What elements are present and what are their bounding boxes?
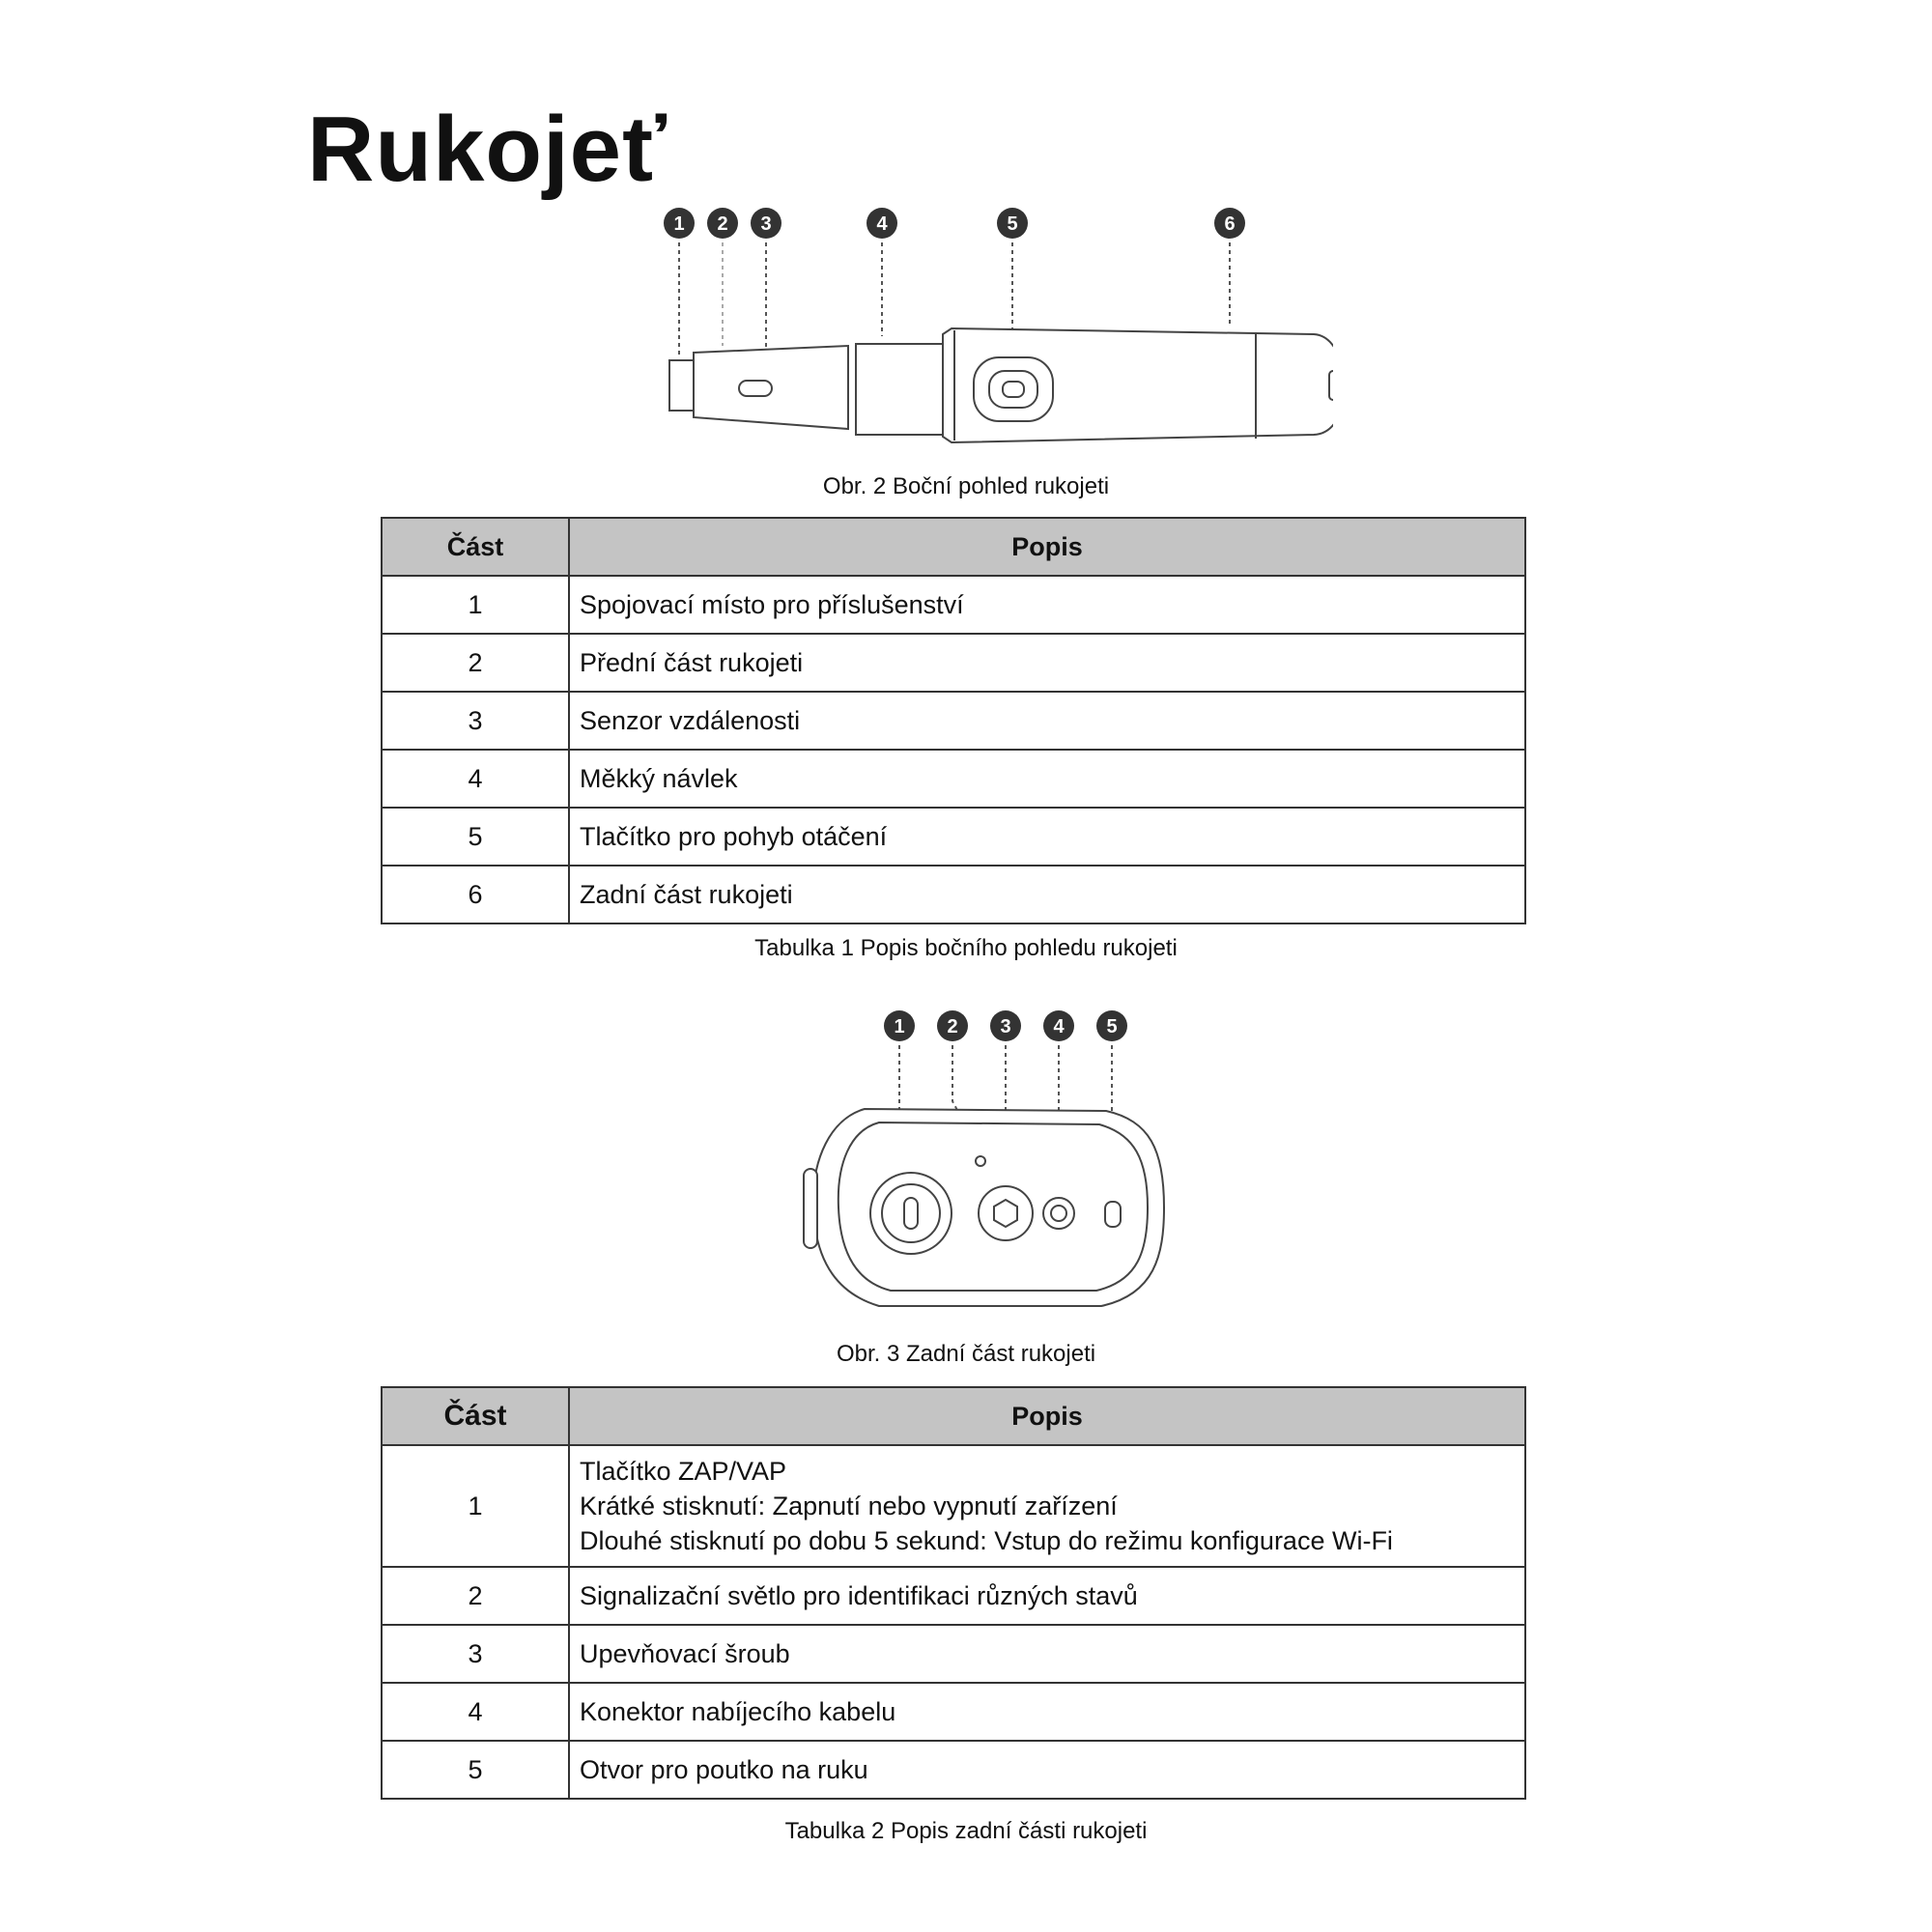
marker-5-label: 5: [1007, 213, 1018, 235]
marker-3-label: 3: [1000, 1016, 1011, 1037]
accessory-connector: [669, 360, 694, 411]
part-description: Zadní část rukojeti: [569, 866, 1525, 923]
part-number: 2: [382, 634, 569, 692]
column-header-description: Popis: [569, 518, 1525, 576]
marker-5-label: 5: [1106, 1016, 1118, 1037]
part-number: 1: [382, 576, 569, 634]
table-row: [382, 576, 1525, 634]
figure-2-caption: Obr. 3 Zadní část rukojeti: [836, 1341, 1096, 1367]
part-number: 5: [382, 808, 569, 866]
description-line: Dlouhé stisknutí po dobu 5 sekund: Vstup do režimu konfigurace Wi-Fi: [580, 1526, 1393, 1555]
part-description: Otvor pro poutko na ruku: [569, 1741, 1525, 1799]
table-row: [382, 808, 1525, 866]
marker-2-label: 2: [947, 1016, 958, 1037]
wrist-strap-hole: [1105, 1202, 1121, 1227]
table-row: [382, 634, 1525, 692]
part-description: Konektor nabíjecího kabelu: [569, 1683, 1525, 1741]
marker-4-label: 4: [876, 213, 888, 235]
soft-sleeve: [856, 344, 943, 435]
part-number: 4: [382, 1683, 569, 1741]
rear-view-table: [381, 1386, 1526, 1800]
marker-6-label: 6: [1224, 213, 1236, 235]
handle-rear-view-figure: [773, 1005, 1179, 1323]
part-number: 2: [382, 1567, 569, 1625]
table-row: [382, 750, 1525, 808]
marker-3-label: 3: [760, 213, 772, 235]
part-description: Přední část rukojeti: [569, 634, 1525, 692]
table-row: [382, 1567, 1525, 1625]
marker-1-label: 1: [894, 1016, 905, 1037]
part-description: Signalizační světlo pro identifikaci různých stavů: [569, 1567, 1525, 1625]
part-description: Spojovací místo pro příslušenství: [569, 576, 1525, 634]
part-number: 6: [382, 866, 569, 923]
figure-1-caption: Obr. 2 Boční pohled rukojeti: [822, 473, 1110, 499]
table-row: [382, 866, 1525, 923]
part-description: [569, 1445, 1525, 1567]
table-1-caption: Tabulka 1 Popis bočního pohledu rukojeti: [754, 935, 1178, 961]
part-description: Upevňovací šroub: [569, 1625, 1525, 1683]
part-description: Měkký návlek: [569, 750, 1525, 808]
description-line: Krátké stisknutí: Zapnutí nebo vypnutí zařízení: [580, 1492, 1118, 1520]
marker-1-label: 1: [673, 213, 685, 235]
marker-4-label: 4: [1053, 1016, 1065, 1037]
part-number: 5: [382, 1741, 569, 1799]
table-row: [382, 1625, 1525, 1683]
description-line: Tlačítko ZAP/VAP: [580, 1457, 787, 1486]
column-header-part: Část: [382, 518, 569, 576]
part-number: 4: [382, 750, 569, 808]
distance-sensor: [739, 381, 772, 396]
handle-side-view-figure: [638, 201, 1333, 452]
table-row: [382, 1741, 1525, 1799]
part-number: 3: [382, 692, 569, 750]
part-number: 3: [382, 1625, 569, 1683]
part-description: Senzor vzdálenosti: [569, 692, 1525, 750]
status-light: [976, 1156, 985, 1166]
part-number: 1: [382, 1445, 569, 1567]
table-2-caption: Tabulka 2 Popis zadní části rukojeti: [784, 1818, 1148, 1844]
marker-2-label: 2: [717, 213, 728, 235]
column-header-description: Popis: [569, 1387, 1525, 1445]
column-header-part: Část: [382, 1387, 569, 1445]
side-view-table: [381, 517, 1526, 924]
table-row: [382, 1445, 1525, 1567]
table-row: [382, 692, 1525, 750]
table-row: [382, 1683, 1525, 1741]
page-title: Rukojeť: [307, 98, 668, 201]
part-description: Tlačítko pro pohyb otáčení: [569, 808, 1525, 866]
